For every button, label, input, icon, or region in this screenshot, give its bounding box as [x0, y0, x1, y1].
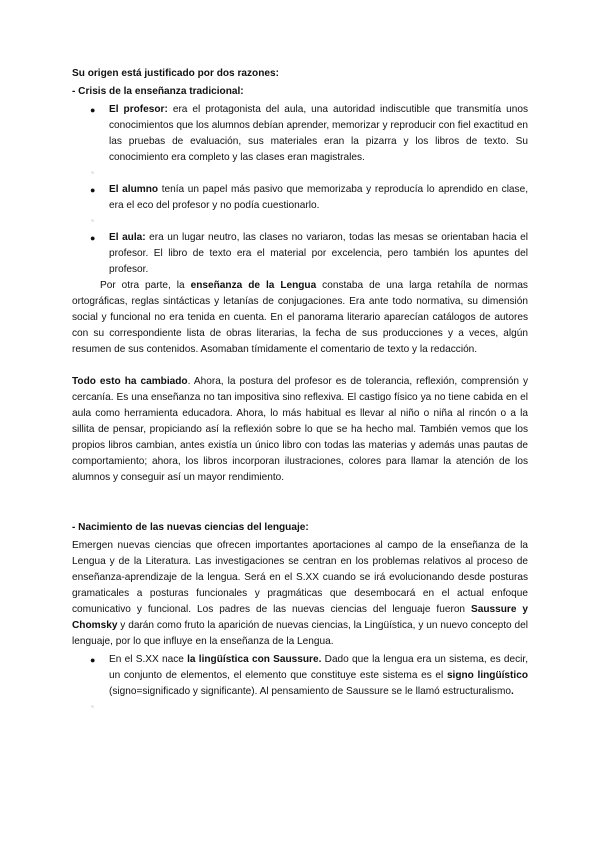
bullet-bold: signo lingüístico	[446, 670, 528, 681]
para-bold: Saussure y Chomsky	[72, 604, 528, 631]
spacer	[72, 358, 528, 374]
empty-bullet	[72, 214, 528, 230]
section-title-crisis: - Crisis de la enseñanza tradicional:	[72, 86, 244, 97]
bullet-dot-icon: ●	[90, 655, 96, 665]
bullet-lead: El profesor:	[109, 104, 168, 115]
spacer	[72, 486, 528, 520]
bullet-dot-icon: ●	[90, 105, 96, 115]
bullet-bold: la lingüística con Saussure.	[187, 654, 322, 665]
bullet-saussure	[72, 652, 528, 700]
bullet-text: era el protagonista del aula, una autoridad indiscutible que transmitía unos conocimientos que los alumnos debían aprender, memorizar y reproducir con fiel exactitud en las pruebas de evaluación, sus materiales eran la pizarra y los libros de texto. Su conocimiento era completo y las clases eran magistrales.	[109, 104, 528, 163]
para-bold: Todo esto ha cambiado	[72, 376, 188, 387]
para-text: . Ahora, la postura del profesor es de tolerancia, reflexión, comprensión y cercanía. Es una enseñanza no tan impositiva sino reflexiva. El castigo físico ya no tiene cabida en el aula como herramienta educadora. Ahora, lo más habitual es llevar al niño o niña al rincón o a la sillita de pensar, propiciando así la reflexión sobre lo que se ha hecho mal. También vemos que los propios libros cambian, antes existía un único libro con todas las materias y además unas pautas de comportamiento; ahora, los libros incorporan ilustraciones, colores para llamar la atención de los alumnos y conseguir así un mayor rendimiento.	[72, 376, 528, 483]
bullet-text: (signo=significado y significante). Al pensamiento de Saussure se le llamó estructuralismo	[109, 686, 511, 697]
paragraph-nuevas-ciencias	[72, 538, 528, 650]
para-text: Emergen nuevas ciencias que ofrecen importantes aportaciones al campo de la enseñanza de la Lengua y de la Literatura. Las investigaciones se centran en los problemas relativos al proceso de enseñanza-aprendizaje de la lengua. Será en el S.XX cuando se irá evolucionando desde posturas gramaticales a posturas funcionales y pragmáticas que desembocará en el actual enfoque comunicativo y funcional. Los padres de las nuevas ciencias del lenguaje fueron	[72, 540, 528, 615]
main-heading: Su origen está justificado por dos razones:	[72, 68, 279, 79]
bullet-lead: El aula:	[109, 232, 146, 243]
section-title-nuevas-ciencias: - Nacimiento de las nuevas ciencias del lenguaje:	[72, 522, 309, 533]
bullet-profesor	[72, 102, 528, 166]
empty-bullet	[72, 166, 528, 182]
faint-bullet-icon	[91, 171, 94, 174]
bullet-dot-icon: ●	[90, 185, 96, 195]
bullet-text: En el S.XX nace	[109, 654, 188, 665]
para-bold: enseñanza de la Lengua	[190, 280, 317, 291]
para-text: y darán como fruto la aparición de nuevas ciencias, la Lingüística, y un nuevo concepto del lenguaje, por lo que influye en la enseñanza de la Lengua.	[72, 620, 528, 647]
bullet-bold: .	[511, 686, 514, 697]
para-text: constaba de una larga retahíla de normas ortográficas, reglas sintácticas y letanías de conjugaciones. Era ante todo normativa, su dimensión social y funcional no era tenida en cuenta. En el panorama literario aparecían catálogos de autores con su correspondiente lista de obras literarias, la fecha de sus producciones y a veces, algún resumen de sus contenidos. Asomaban tímidamente el comentario de texto y la redacción.	[72, 280, 528, 355]
bullet-text: Dado que la lengua era un sistema, es decir, un conjunto de elementos, el elemento que constituye este sistema es el	[109, 654, 529, 681]
ciencias-bullet-list	[72, 652, 528, 716]
bullet-lead: El alumno	[109, 184, 159, 195]
bullet-text: tenía un papel más pasivo que memorizaba y reproducía lo aprendido en clase, era el eco del profesor y no podía cuestionarlo.	[109, 184, 529, 211]
faint-bullet-icon	[91, 219, 94, 222]
crisis-bullet-list	[72, 102, 528, 278]
bullet-aula	[72, 230, 528, 278]
paragraph-ensenanza-lengua	[72, 278, 528, 358]
paragraph-todo-ha-cambiado	[72, 374, 528, 486]
empty-bullet	[72, 700, 528, 716]
bullet-dot-icon: ●	[90, 233, 96, 243]
para-text: Por otra parte, la	[100, 280, 191, 291]
faint-bullet-icon	[91, 705, 94, 708]
bullet-text: era un lugar neutro, las clases no variaron, todas las mesas se orientaban hacia el profesor. El libro de texto era el material por excelencia, pero también los apuntes del profesor.	[109, 232, 528, 275]
document-page	[72, 66, 528, 716]
bullet-alumno	[72, 182, 528, 214]
